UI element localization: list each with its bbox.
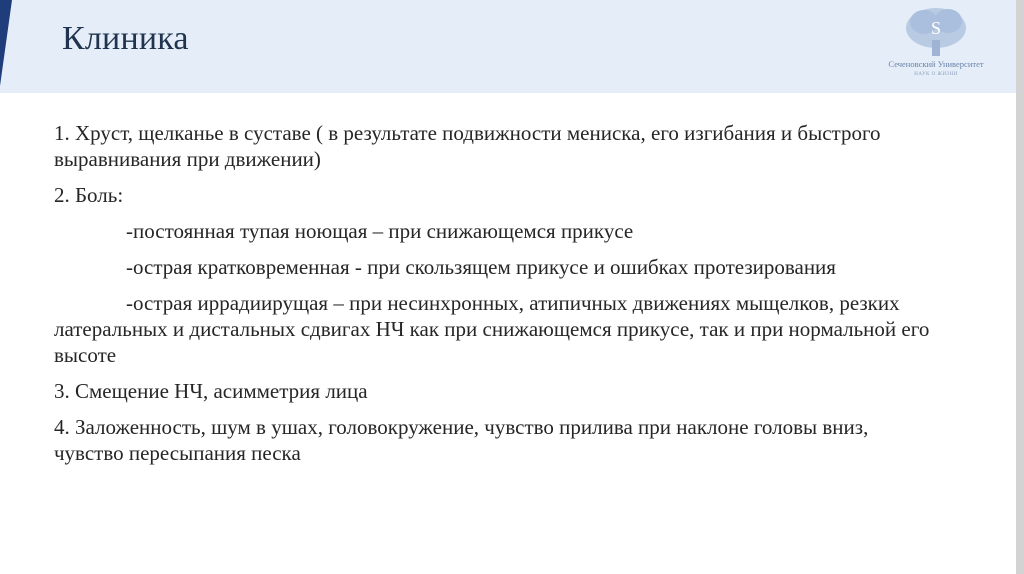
- item-pain-heading: 2. Боль:: [54, 183, 124, 207]
- item-pain-acute-short: -острая кратковременная - при скользящем прикусе и ошибках протезирования: [126, 255, 836, 279]
- logo-tagline: НАУК О ЖИЗНИ: [914, 72, 958, 77]
- slide-title: Клиника: [62, 20, 189, 57]
- svg-text:S: S: [930, 18, 942, 38]
- tree-logo-icon: [904, 6, 968, 58]
- item-pain-constant: -постоянная тупая ноющая – при снижающемся прикусе: [126, 219, 634, 243]
- content-body: [54, 120, 934, 476]
- item-ear-symptoms: 4. Заложенность, шум в ушах, головокружение, чувство прилива при наклоне головы вниз, чувство пересыпания песка: [54, 415, 869, 465]
- university-logo: [872, 6, 1000, 90]
- item-crunch: 1. Хруст, щелканье в суставе ( в результате подвижности мениска, его изгибания и быстрого выравнивания при движении): [54, 121, 881, 171]
- item-displacement: 3. Смещение НЧ, асимметрия лица: [54, 379, 368, 403]
- item-pain-radiating: -острая иррадиирущая – при несинхронных, атипичных движениях мыщелков, резких латеральных и дистальных сдвигах НЧ как при снижающемся прикусе, так и при нормальной его высоте: [54, 291, 930, 367]
- right-edge-bar: [1016, 0, 1024, 574]
- left-accent-stripe: [0, 0, 20, 100]
- logo-name: Сеченовский Университет: [888, 59, 984, 69]
